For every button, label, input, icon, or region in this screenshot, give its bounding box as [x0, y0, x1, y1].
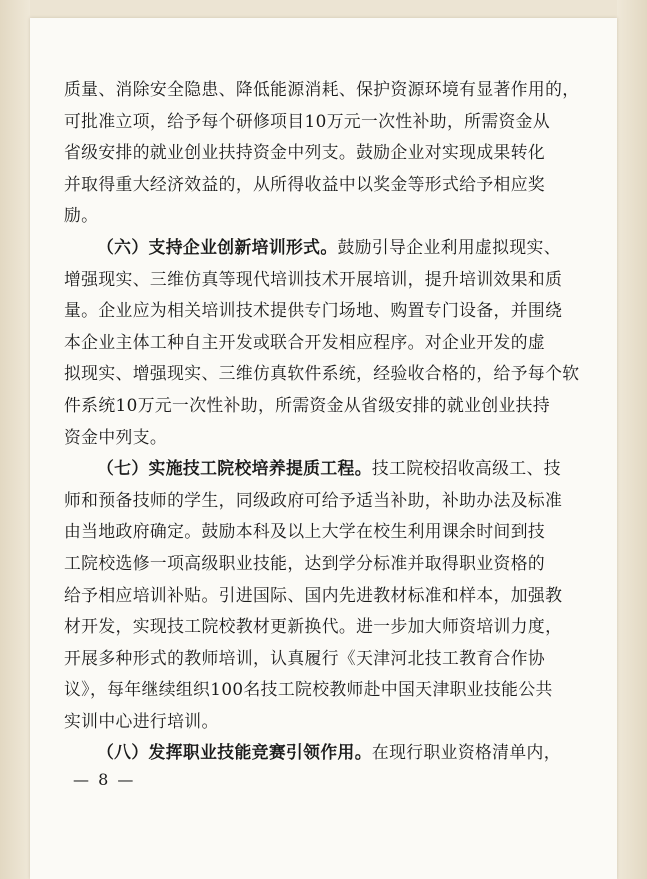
- section-heading: （六）支持企业创新培训形式。: [97, 236, 338, 257]
- text-line: 量。企业应为相关培训技术提供专门场地、购置专门设备，并围绕: [64, 300, 563, 321]
- text-line: 质量、消除安全隐患、降低能源消耗、保护资源环境有显著作用的，: [64, 79, 580, 99]
- text-line: 资金中列支。: [64, 426, 168, 447]
- text-line: 拟现实、增强现实、三维仿真软件系统，经验收合格的，给予每个软: [64, 363, 580, 384]
- text-line: [64, 737, 561, 769]
- text-line-content: 在现行职业资格清单内，: [371, 742, 561, 763]
- section-heading: （七）实施技工院校培养提质工程。: [97, 458, 372, 479]
- text-line: 励。: [64, 205, 99, 226]
- text-line: 增强现实、三维仿真等现代培训技术开展培训，提升培训效果和质: [64, 268, 563, 289]
- text-line: 开展多种形式的教师培训，认真履行《天津河北技工教育合作协: [64, 647, 546, 668]
- text-line: 并取得重大经济效益的，从所得收益中以奖金等形式给予相应奖: [64, 173, 546, 194]
- text-line: 给予相应培训补贴。引进国际、国内先进教材标准和样本，加强教: [64, 584, 563, 605]
- text-line: 实训中心进行培训。: [64, 710, 219, 731]
- page-number: — 8 —: [73, 770, 136, 789]
- text-line: 省级安排的就业创业扶持资金中列支。鼓励企业对实现成果转化: [64, 142, 546, 163]
- text-line-content: 技工院校招收高级工、技: [371, 458, 561, 479]
- text-line: 师和预备技师的学生，同级政府可给予适当补助，补助办法及标准: [64, 489, 563, 510]
- section-heading: （八）发挥职业技能竞赛引领作用。: [97, 742, 372, 763]
- text-line-content: 鼓励引导企业利用虚拟现实、: [337, 236, 561, 257]
- text-line: 工院校选修一项高级职业技能，达到学分标准并取得职业资格的: [64, 552, 546, 573]
- text-line: 可批准立项，给予每个研修项目10万元一次性补助，所需资金从: [64, 110, 551, 131]
- page-border-left: [0, 0, 30, 879]
- text-line: 件系统10万元一次性补助，所需资金从省级安排的就业创业扶持: [64, 394, 551, 415]
- text-line: 由当地政府确定。鼓励本科及以上大学在校生利用课余时间到技: [64, 521, 546, 542]
- page-border-right: [617, 0, 647, 879]
- body-text: [64, 74, 580, 769]
- text-line: 材开发，实现技工院校教材更新换代。进一步加大师资培训力度，: [64, 616, 563, 637]
- text-line: [64, 232, 561, 264]
- text-line: 议》，每年继续组织100名技工院校教师赴中国天津职业技能公共: [64, 679, 553, 700]
- text-line: [64, 453, 561, 485]
- text-line: 本企业主体工种自主开发或联合开发相应程序。对企业开发的虚: [64, 331, 546, 352]
